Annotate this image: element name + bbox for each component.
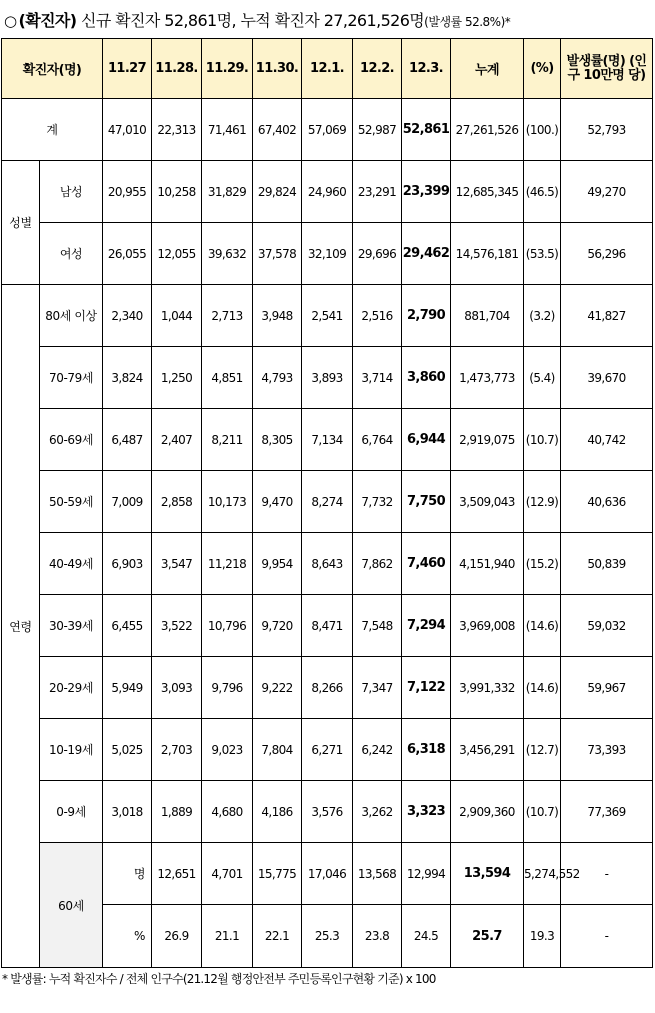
cell-percent: (12.9): [524, 471, 561, 533]
cell-value: 4,186: [253, 781, 302, 843]
cell-value: 7,732: [353, 471, 402, 533]
cell-cumulative: 1,473,773: [451, 347, 524, 409]
row-label: 계: [2, 99, 103, 161]
cell-value: 71,461: [202, 99, 253, 161]
cell-value: 22,313: [152, 99, 202, 161]
header-date: 11.28.: [152, 39, 202, 99]
cell-value-latest: 29,462: [402, 223, 451, 285]
table-row-age: [2, 285, 653, 347]
cell-value: 9,954: [253, 533, 302, 595]
cell-value: 39,632: [202, 223, 253, 285]
cell-value: 4,793: [253, 347, 302, 409]
cell-cumulative: 881,704: [451, 285, 524, 347]
cell-value: 22.1: [253, 905, 302, 968]
header-date: 12.1.: [302, 39, 353, 99]
cell-value: 3,522: [152, 595, 202, 657]
cell-percent: (14.6): [524, 595, 561, 657]
confirmed-cases-table: [1, 38, 653, 968]
cell-value: 26,055: [103, 223, 152, 285]
header-percent: (%): [524, 39, 561, 99]
header-date: 11.29.: [202, 39, 253, 99]
cell-cumulative: 3,969,008: [451, 595, 524, 657]
cell-percent: (100.): [524, 99, 561, 161]
cell-percent: (12.7): [524, 719, 561, 781]
header-date: 11.27: [103, 39, 152, 99]
table-row-age: [2, 781, 653, 843]
cell-value-latest: 23,399: [402, 161, 451, 223]
cell-value-latest: 52,861: [402, 99, 451, 161]
cell-value: 6,903: [103, 533, 152, 595]
cell-value-latest: 2,790: [402, 285, 451, 347]
cell-percent: (3.2): [524, 285, 561, 347]
cell-value: 12,055: [152, 223, 202, 285]
row-label: 10-19세: [40, 719, 103, 781]
cell-percent: (46.5): [524, 161, 561, 223]
cell-value: 11,218: [202, 533, 253, 595]
cell-incidence: 40,742: [561, 409, 653, 471]
table-row-over60-count: [2, 843, 653, 905]
table-row-age: [2, 533, 653, 595]
cell-value: 7,548: [353, 595, 402, 657]
cell-value-latest: 3,323: [402, 781, 451, 843]
row-label: 0-9세: [40, 781, 103, 843]
cell-value: 67,402: [253, 99, 302, 161]
cell-value-latest: 3,860: [402, 347, 451, 409]
cell-percent: (14.6): [524, 657, 561, 719]
cell-value: 15,775: [253, 843, 302, 905]
cell-value: 2,858: [152, 471, 202, 533]
cell-value: 3,714: [353, 347, 402, 409]
header-row: [2, 39, 653, 99]
cell-percent: (53.5): [524, 223, 561, 285]
header-date: 12.2.: [353, 39, 402, 99]
cell-value: 7,862: [353, 533, 402, 595]
cell-value: 9,720: [253, 595, 302, 657]
cell-value: 5,949: [103, 657, 152, 719]
cell-value: 23.8: [353, 905, 402, 968]
cell-value: 3,576: [302, 781, 353, 843]
cell-value: 2,703: [152, 719, 202, 781]
cell-value: 6,764: [353, 409, 402, 471]
header-cumulative: 누계: [451, 39, 524, 99]
cell-percent: (10.7): [524, 781, 561, 843]
cell-incidence: 77,369: [561, 781, 653, 843]
row-label: 70-79세: [40, 347, 103, 409]
title-summary: 신규 확진자 52,861명, 누적 확진자 27,261,526명: [76, 11, 425, 30]
cell-value: 9,796: [202, 657, 253, 719]
cell-percent: (10.7): [524, 409, 561, 471]
row-label: 명: [103, 843, 152, 905]
cell-value: 8,266: [302, 657, 353, 719]
cell-value-latest: 7,294: [402, 595, 451, 657]
cell-percent: -: [561, 843, 653, 905]
cell-value: 4,680: [202, 781, 253, 843]
table-row-age: [2, 471, 653, 533]
cell-value: 6,271: [302, 719, 353, 781]
cell-value: 3,093: [152, 657, 202, 719]
cell-value: 2,340: [103, 285, 152, 347]
cell-incidence: 52,793: [561, 99, 653, 161]
header-date: 11.30.: [253, 39, 302, 99]
row-label: 40-49세: [40, 533, 103, 595]
cell-value-latest: 13,594: [451, 843, 524, 905]
cell-value: 31,829: [202, 161, 253, 223]
footnote: * 발생률: 누적 확진자수 / 전체 인구수(21.12월 행정안전부 주민등록인구현황 기준) x 100: [2, 972, 436, 986]
cell-value: 4,851: [202, 347, 253, 409]
circle-bullet-icon: ○: [4, 12, 17, 30]
cell-value-latest: 7,460: [402, 533, 451, 595]
cell-percent: (15.2): [524, 533, 561, 595]
cell-value: 8,274: [302, 471, 353, 533]
cell-value: 12,994: [402, 843, 451, 905]
cell-incidence: 40,636: [561, 471, 653, 533]
cell-incidence: 39,670: [561, 347, 653, 409]
cell-percent: (5.4): [524, 347, 561, 409]
cell-value: 52,987: [353, 99, 402, 161]
cell-value: 10,173: [202, 471, 253, 533]
cell-value: 57,069: [302, 99, 353, 161]
table-row-total: [2, 99, 653, 161]
cell-incidence: 73,393: [561, 719, 653, 781]
cell-value: 8,305: [253, 409, 302, 471]
cell-value: 29,824: [253, 161, 302, 223]
cell-percent: -: [561, 905, 653, 968]
cell-value-latest: 6,944: [402, 409, 451, 471]
cell-value-latest: 7,750: [402, 471, 451, 533]
cell-cumulative: 2,909,360: [451, 781, 524, 843]
cell-value: 10,258: [152, 161, 202, 223]
cell-value: 32,109: [302, 223, 353, 285]
cell-value: 47,010: [103, 99, 152, 161]
cell-value-latest: 6,318: [402, 719, 451, 781]
row-label: 20-29세: [40, 657, 103, 719]
cell-incidence: 56,296: [561, 223, 653, 285]
cell-value: 6,455: [103, 595, 152, 657]
cell-value: 8,643: [302, 533, 353, 595]
cell-value: 29,696: [353, 223, 402, 285]
cell-value: 3,893: [302, 347, 353, 409]
table-row-age: [2, 595, 653, 657]
cell-cumulative: 14,576,181: [451, 223, 524, 285]
cell-value: 6,487: [103, 409, 152, 471]
table-title: [4, 8, 654, 34]
cell-cumulative: 12,685,345: [451, 161, 524, 223]
cell-incidence: 50,839: [561, 533, 653, 595]
cell-incidence: 41,827: [561, 285, 653, 347]
cell-value: 8,211: [202, 409, 253, 471]
cell-value: 37,578: [253, 223, 302, 285]
cell-value: 3,018: [103, 781, 152, 843]
cell-cumulative: 4,151,940: [451, 533, 524, 595]
group-label-over60: 60세: [40, 843, 103, 968]
cell-value: 4,701: [202, 843, 253, 905]
cell-value: 1,044: [152, 285, 202, 347]
group-label-sex: 성별: [2, 161, 40, 285]
title-label: (확진자): [18, 11, 77, 30]
row-label: 50-59세: [40, 471, 103, 533]
cell-cumulative: 5,274,552: [524, 843, 561, 905]
cell-value: 3,948: [253, 285, 302, 347]
cell-value: 24,960: [302, 161, 353, 223]
row-label: 80세 이상: [40, 285, 103, 347]
cell-incidence: 59,967: [561, 657, 653, 719]
cell-value: 7,347: [353, 657, 402, 719]
cell-value: 2,516: [353, 285, 402, 347]
cell-value: 2,713: [202, 285, 253, 347]
table-row-female: [2, 223, 653, 285]
cell-cumulative: 19.3: [524, 905, 561, 968]
row-label: 여성: [40, 223, 103, 285]
cell-cumulative: 3,509,043: [451, 471, 524, 533]
cell-value: 23,291: [353, 161, 402, 223]
row-label: 남성: [40, 161, 103, 223]
cell-value: 3,824: [103, 347, 152, 409]
cell-value: 13,568: [353, 843, 402, 905]
cell-value: 7,804: [253, 719, 302, 781]
cell-value: 1,250: [152, 347, 202, 409]
header-incidence: 발생률(명) (인구 10만명 당): [561, 39, 653, 99]
cell-value: 7,134: [302, 409, 353, 471]
table-row-age: [2, 347, 653, 409]
cell-value: 25.3: [302, 905, 353, 968]
cell-value: 2,541: [302, 285, 353, 347]
cell-incidence: 59,032: [561, 595, 653, 657]
cell-value: 21.1: [202, 905, 253, 968]
cell-value: 17,046: [302, 843, 353, 905]
cell-cumulative: 27,261,526: [451, 99, 524, 161]
cell-value: 26.9: [152, 905, 202, 968]
cell-value: 7,009: [103, 471, 152, 533]
table-row-age: [2, 657, 653, 719]
cell-cumulative: 3,991,332: [451, 657, 524, 719]
cell-value: 24.5: [402, 905, 451, 968]
table-row-age: [2, 719, 653, 781]
cell-incidence: 49,270: [561, 161, 653, 223]
cell-value: 1,889: [152, 781, 202, 843]
header-date: 12.3.: [402, 39, 451, 99]
cell-value: 3,547: [152, 533, 202, 595]
cell-value-latest: 25.7: [451, 905, 524, 968]
title-incidence: (발생률 52.8%)*: [424, 15, 511, 29]
cell-value: 5,025: [103, 719, 152, 781]
row-label: %: [103, 905, 152, 968]
cell-value: 2,407: [152, 409, 202, 471]
group-label-age: 연령: [2, 285, 40, 968]
cell-value: 20,955: [103, 161, 152, 223]
cell-cumulative: 3,456,291: [451, 719, 524, 781]
cell-value: 8,471: [302, 595, 353, 657]
cell-value: 9,222: [253, 657, 302, 719]
cell-value: 9,470: [253, 471, 302, 533]
cell-value: 3,262: [353, 781, 402, 843]
header-category: 확진자(명): [2, 39, 103, 99]
table-row-male: [2, 161, 653, 223]
cell-value: 12,651: [152, 843, 202, 905]
cell-cumulative: 2,919,075: [451, 409, 524, 471]
cell-value: 10,796: [202, 595, 253, 657]
table-row-age: [2, 409, 653, 471]
cell-value-latest: 7,122: [402, 657, 451, 719]
row-label: 60-69세: [40, 409, 103, 471]
cell-value: 9,023: [202, 719, 253, 781]
cell-value: 6,242: [353, 719, 402, 781]
row-label: 30-39세: [40, 595, 103, 657]
